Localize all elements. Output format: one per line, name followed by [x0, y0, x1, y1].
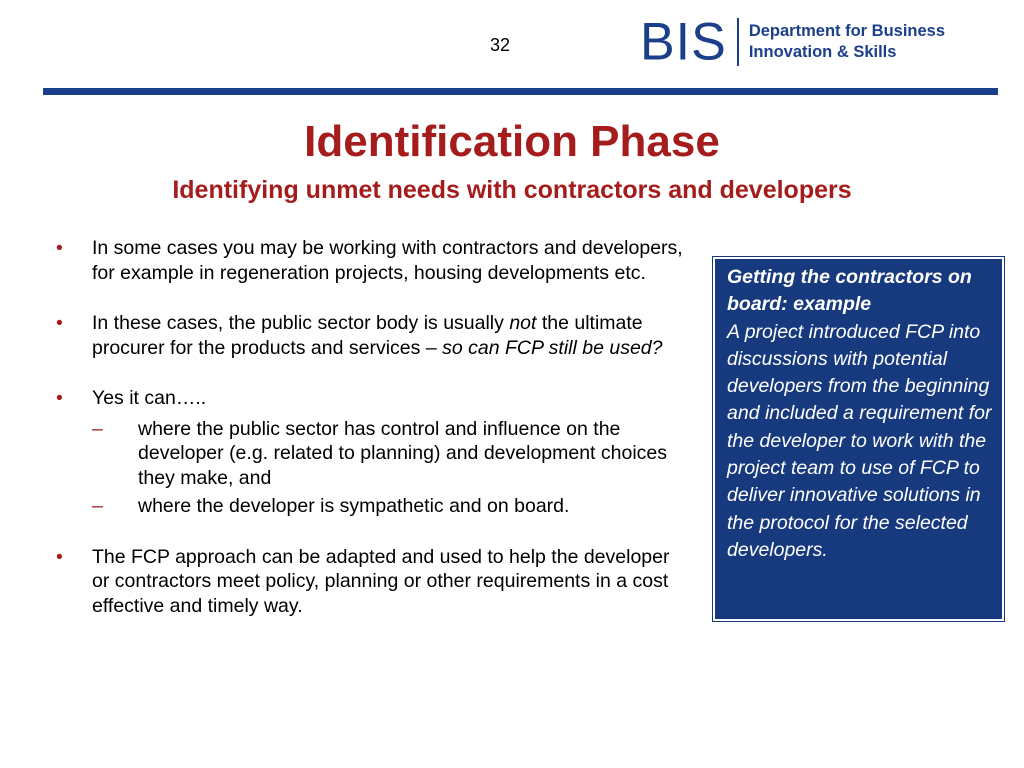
- sub-bullet-marker: –: [92, 495, 103, 517]
- slide-title: Identification Phase: [304, 117, 720, 166]
- bullet-item: [50, 236, 685, 285]
- callout-heading: Getting the contractors on board: example: [727, 266, 972, 316]
- logo-line-1: Department for Business: [748, 22, 946, 40]
- sub-bullet-text: where the developer is sympathetic and on board.: [138, 495, 570, 517]
- sub-bullet-list: [50, 417, 685, 519]
- callout-body: A project introduced FCP into discussions with potential developers from the beginning and included a requirement for the developer to work with the project team to use of FCP to deliver innovative solutions in the protocol for the selected developers.: [727, 320, 992, 561]
- bullet-text-part: In these cases, the public sector body is usually: [92, 312, 510, 334]
- logo-divider: [737, 18, 739, 66]
- bullet-text: Yes it can…..: [92, 387, 207, 409]
- bis-logo: [640, 14, 945, 70]
- logo-text: [749, 21, 945, 63]
- bullet-text-part: the ultimate procurer for the products and services –: [92, 312, 643, 359]
- bullet-marker: •: [56, 387, 63, 409]
- bullet-list: [50, 236, 685, 644]
- example-callout-box: [713, 257, 1004, 621]
- bullet-item: [50, 386, 685, 519]
- bullet-item: [50, 545, 685, 619]
- logo-line-2: Innovation & Skills: [748, 43, 897, 61]
- bullet-text: In some cases you may be working with contractors and developers, for example in regeneration projects, housing developments etc.: [92, 237, 683, 284]
- logo-mark: BIS: [640, 12, 727, 72]
- page-number: 32: [490, 35, 511, 55]
- bullet-text-emphasis: not: [509, 312, 537, 334]
- bullet-text: [92, 312, 662, 359]
- sub-bullet-item: [92, 494, 685, 519]
- bullet-marker: •: [56, 312, 63, 334]
- bullet-marker: •: [56, 545, 63, 568]
- slide-subtitle: Identifying unmet needs with contractors and developers: [172, 176, 852, 204]
- bullet-item: [50, 311, 685, 360]
- sub-bullet-marker: –: [92, 417, 103, 440]
- header-rule: [43, 88, 998, 95]
- sub-bullet-item: [92, 417, 685, 491]
- sub-bullet-text: where the public sector has control and influence on the developer (e.g. related to planning) and development choices they make, and: [138, 417, 668, 489]
- bullet-marker: •: [56, 237, 63, 259]
- bullet-text: The FCP approach can be adapted and used to help the developer or contractors meet policy, planning or other requirements in a cost effective and timely way.: [92, 545, 670, 617]
- bullet-text-emphasis: so can FCP still be used?: [442, 336, 663, 359]
